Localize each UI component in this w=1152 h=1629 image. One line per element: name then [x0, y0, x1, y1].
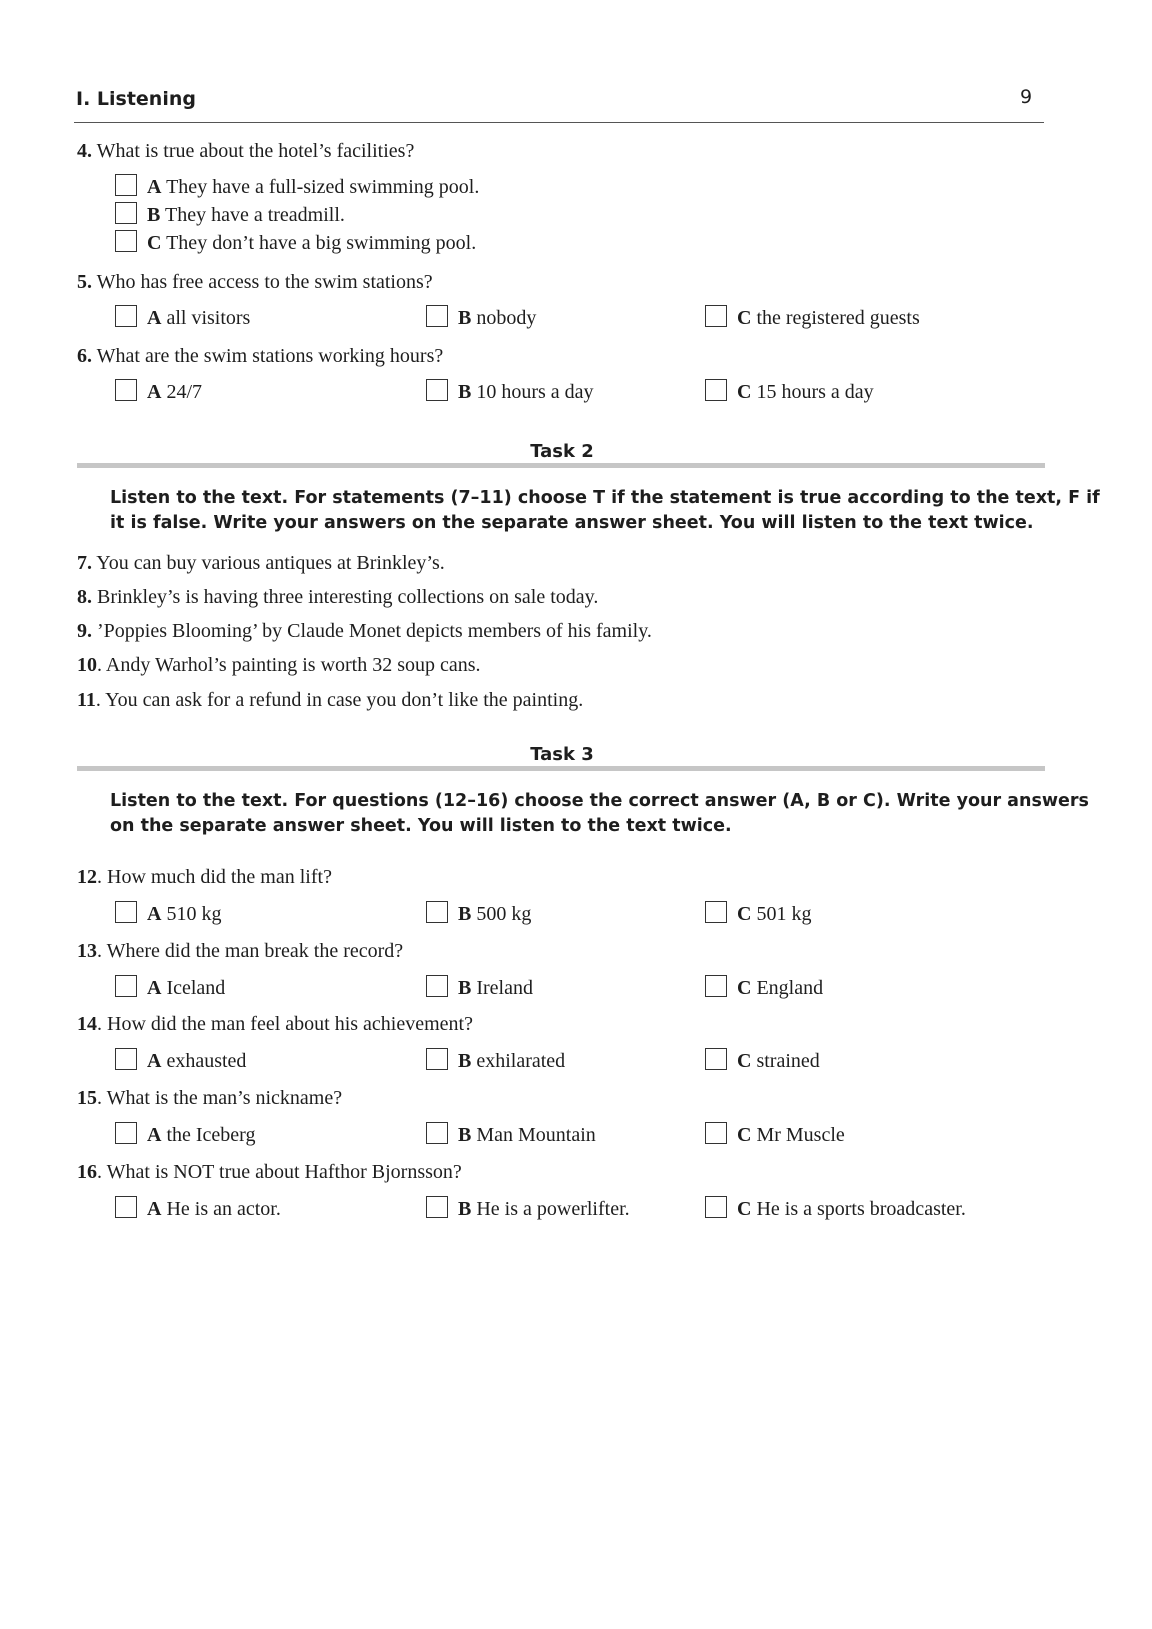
checkbox[interactable]	[705, 975, 727, 997]
question-13: 13. Where did the man break the record?	[77, 940, 404, 962]
statement-11: 11. You can ask for a refund in case you don’t like the painting.	[77, 689, 584, 711]
checkbox[interactable]	[115, 1048, 137, 1070]
checkbox[interactable]	[426, 1048, 448, 1070]
task-2-instructions: Listen to the text. For statements (7–11) choose T if the statement is true according to the text, F if it is false. Write your answers on the separate answer sheet. You will listen to the text twice.	[110, 488, 1100, 533]
question-15: 15. What is the man’s nickname?	[77, 1087, 343, 1109]
checkbox[interactable]	[115, 174, 137, 196]
checkbox[interactable]	[705, 379, 727, 401]
statement-10: 10. Andy Warhol’s painting is worth 32 soup cans.	[77, 654, 481, 676]
page-number: 9	[1020, 86, 1033, 108]
checkbox[interactable]	[705, 901, 727, 923]
checkbox[interactable]	[426, 1196, 448, 1218]
checkbox[interactable]	[426, 1122, 448, 1144]
question-6: 6. What are the swim stations working hours?	[77, 345, 444, 367]
checkbox[interactable]	[426, 901, 448, 923]
checkbox[interactable]	[426, 305, 448, 327]
question-4: 4. What is true about the hotel’s facilities?	[77, 140, 415, 162]
question-12: 12. How much did the man lift?	[77, 866, 332, 888]
checkbox[interactable]	[426, 975, 448, 997]
checkbox[interactable]	[115, 230, 137, 252]
question-16: 16. What is NOT true about Hafthor Bjornsson?	[77, 1161, 462, 1183]
checkbox[interactable]	[115, 901, 137, 923]
checkbox[interactable]	[705, 1196, 727, 1218]
question-14: 14. How did the man feel about his achievement?	[77, 1013, 473, 1035]
statement-8: 8. Brinkley’s is having three interesting collections on sale today.	[77, 586, 599, 608]
checkbox[interactable]	[705, 305, 727, 327]
task-3-instructions: Listen to the text. For questions (12–16) choose the correct answer (A, B or C). Write your answers on the separate answer sheet. You will listen to the text twice.	[110, 791, 1089, 836]
task-3-divider	[77, 766, 1045, 771]
checkbox[interactable]	[115, 975, 137, 997]
section-title: I. Listening	[76, 88, 196, 110]
task-2-divider	[77, 463, 1045, 468]
checkbox[interactable]	[705, 1122, 727, 1144]
checkbox[interactable]	[426, 379, 448, 401]
task-2-title: Task 2	[530, 441, 594, 462]
question-5: 5. Who has free access to the swim stations?	[77, 271, 433, 293]
checkbox[interactable]	[705, 1048, 727, 1070]
checkbox[interactable]	[115, 1122, 137, 1144]
checkbox[interactable]	[115, 379, 137, 401]
statement-9: 9. ’Poppies Blooming’ by Claude Monet depicts members of his family.	[77, 620, 652, 642]
checkbox[interactable]	[115, 1196, 137, 1218]
statement-7: 7. You can buy various antiques at Brinkley’s.	[77, 552, 445, 574]
checkbox[interactable]	[115, 202, 137, 224]
task-3-title: Task 3	[530, 744, 594, 765]
checkbox[interactable]	[115, 305, 137, 327]
header-divider	[74, 122, 1044, 123]
